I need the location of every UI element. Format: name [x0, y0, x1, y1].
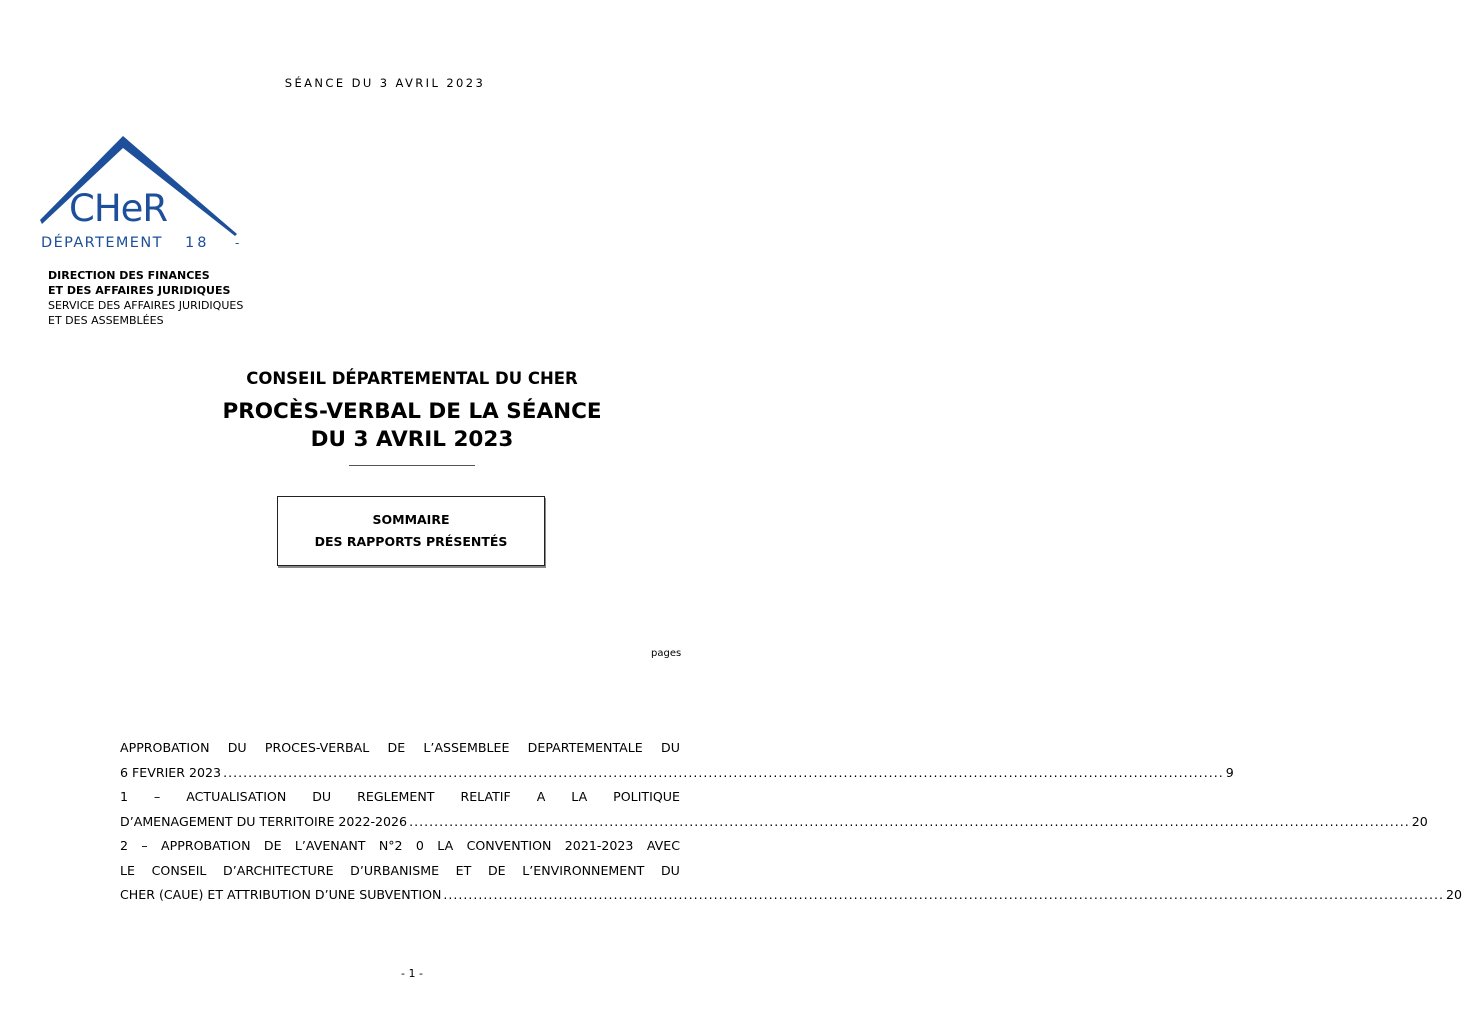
- document-title: [0, 398, 824, 454]
- toc-word: CONSEIL: [151, 862, 207, 878]
- toc-entry-last-line: [120, 761, 1234, 786]
- toc-entry-line: [120, 785, 680, 810]
- toc-entry-line: [120, 736, 680, 761]
- toc-entry[interactable]: [120, 834, 1462, 908]
- toc-word: APPROBATION: [120, 740, 210, 755]
- toc-entry-line: [120, 859, 680, 884]
- toc-word: LE: [120, 862, 135, 878]
- direction-line-3: SERVICE DES AFFAIRES JURIDIQUES: [48, 299, 244, 312]
- toc-leader-dots: ........................................................................................................................................................................................................: [443, 887, 1445, 902]
- cher-department-logo: [38, 134, 244, 252]
- toc-word: DU: [312, 789, 332, 804]
- direction-block: [48, 268, 243, 328]
- toc-word: D’URBANISME: [350, 862, 440, 878]
- toc-word: DE: [387, 740, 406, 755]
- toc-entry-title: D’AMENAGEMENT DU TERRITOIRE 2022-2026: [120, 813, 408, 829]
- toc-word: DE: [263, 838, 282, 853]
- toc-word: A: [536, 789, 546, 804]
- toc-page-number: 20: [1446, 887, 1462, 902]
- logo-number: 18: [185, 235, 210, 251]
- toc-word: 2: [120, 838, 129, 853]
- toc-word: APPROBATION: [161, 838, 251, 853]
- toc-entry-last-line: [120, 883, 1462, 908]
- toc-word: REGLEMENT: [357, 789, 435, 804]
- toc-word: LA: [571, 789, 588, 804]
- summary-line-1: SOMMAIRE: [372, 512, 450, 527]
- toc-word: –: [153, 789, 161, 804]
- toc-entry-last-line: [120, 810, 1428, 835]
- toc-word: POLITIQUE: [613, 789, 680, 804]
- toc-entry-line: [120, 834, 680, 859]
- logo-word: CHeR: [69, 187, 168, 230]
- direction-line-4: ET DES ASSEMBLÉES: [48, 314, 164, 327]
- toc-word: L’ENVIRONNEMENT: [522, 862, 645, 878]
- toc-word: 2021-2023: [564, 838, 634, 853]
- toc-word: –: [141, 838, 148, 853]
- toc-leader-dots: ........................................................................................................................................................................................................: [409, 813, 1410, 829]
- title-line-2: DU 3 AVRIL 2023: [310, 427, 514, 452]
- toc-word: CONVENTION: [466, 838, 552, 853]
- title-line-1: PROCÈS-VERBAL DE LA SÉANCE: [222, 399, 602, 424]
- toc-word: DU: [660, 862, 680, 878]
- direction-line-2: ET DES AFFAIRES JURIDIQUES: [48, 284, 231, 297]
- toc-word: 1: [120, 789, 129, 804]
- toc-word: ACTUALISATION: [186, 789, 287, 804]
- toc-word: DU: [227, 740, 247, 755]
- toc-word: N°2: [378, 838, 403, 853]
- toc-word: L’AVENANT: [294, 838, 366, 853]
- logo-subtitle: DÉPARTEMENT: [41, 235, 163, 251]
- direction-line-1: DIRECTION DES FINANCES: [48, 269, 210, 282]
- toc-entry[interactable]: [120, 736, 1234, 785]
- toc-word: ET: [455, 862, 472, 878]
- page-number: - 1 -: [401, 967, 423, 980]
- toc-word: RELATIF: [460, 789, 511, 804]
- toc-word: DE: [487, 862, 506, 878]
- summary-box: [277, 496, 545, 566]
- toc-entry-title: CHER (CAUE) ET ATTRIBUTION D’UNE SUBVENTION: [120, 887, 442, 902]
- toc-word: DEPARTEMENTALE: [527, 740, 643, 755]
- toc-entry-title: 6 FEVRIER 2023: [120, 764, 222, 780]
- table-of-contents: [120, 736, 1462, 908]
- council-name: CONSEIL DÉPARTEMENTAL DU CHER: [246, 369, 578, 388]
- toc-word: LA: [437, 838, 454, 853]
- title-underline: [349, 465, 475, 466]
- toc-word: L’ASSEMBLEE: [423, 740, 510, 755]
- toc-word: 0: [415, 838, 424, 853]
- logo-dash: -: [235, 236, 240, 250]
- toc-page-number: 9: [1225, 764, 1234, 780]
- toc-leader-dots: ........................................................................................................................................................................................................: [223, 764, 1224, 780]
- toc-word: DU: [661, 740, 680, 755]
- toc-word: D’ARCHITECTURE: [223, 862, 334, 878]
- session-header: SÉANCE DU 3 AVRIL 2023: [284, 76, 486, 90]
- toc-entry[interactable]: [120, 785, 1428, 834]
- summary-line-2: DES RAPPORTS PRÉSENTÉS: [314, 534, 508, 549]
- toc-word: AVEC: [646, 838, 680, 853]
- pages-column-label: pages: [651, 648, 682, 659]
- toc-word: PROCES-VERBAL: [264, 740, 370, 755]
- toc-page-number: 20: [1411, 813, 1428, 829]
